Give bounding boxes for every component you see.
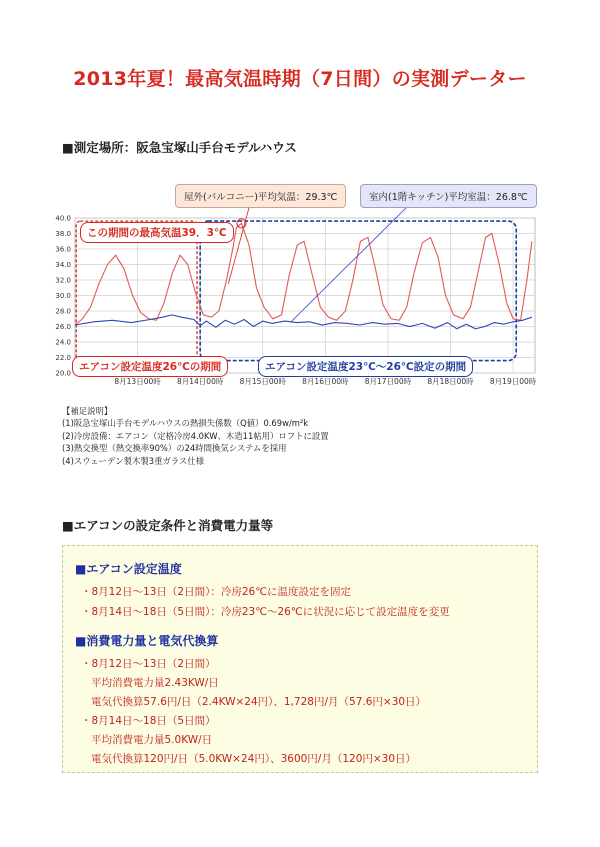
location-heading: ■測定場所：阪急宝塚山手台モデルハウス [62, 140, 297, 155]
x-tick-label: 8月16日00時 [302, 377, 349, 386]
note-item: (4)スウェーデン製木製3重ガラス仕様 [62, 455, 205, 466]
note-item: (3)熱交換型（熱交換率90%）の24時間換気システムを採用 [62, 443, 287, 454]
x-tick-label: 8月19日00時 [489, 377, 537, 386]
period2-label: エアコン設定温度23℃～26℃設定の期間 [258, 356, 473, 377]
y-tick-label: 34.0 [55, 261, 71, 269]
note-item: (2)冷房設備：エアコン（定格冷房4.0KW、木造11帖用）ロフトに設置 [62, 430, 329, 441]
ac-setting-heading: ■エアコン設定温度 [75, 562, 182, 576]
y-tick-label: 38.0 [55, 230, 71, 238]
y-tick-label: 20.0 [55, 369, 71, 378]
outdoor-average-callout: 屋外(バルコニー)平均気温：29.3℃ [175, 184, 346, 208]
y-tick-label: 30.0 [55, 292, 71, 300]
x-tick-label: 8月15日00時 [239, 377, 286, 386]
y-tick-label: 22.0 [55, 354, 71, 362]
power-line: 電気代換算57.6円/日（2.4KW×24円）、1,728円/月（57.6円×30日） [91, 696, 427, 708]
y-tick-label: 28.0 [55, 307, 71, 316]
x-tick-label: 8月14日00時 [176, 377, 224, 386]
power-line: ・8月12日～13日（2日間） [81, 658, 216, 670]
setting-line: ・8月12日～13日（2日間）：冷房26℃に温度設定を固定 [81, 586, 351, 598]
power-line: 平均消費電力量5.0KW/日 [91, 734, 213, 746]
power-line: 電気代換算120円/日（5.0KW×24円）、3600円/月（120円×30日） [91, 753, 417, 765]
y-tick-label: 36.0 [55, 245, 71, 254]
y-tick-label: 26.0 [55, 323, 71, 331]
power-heading: ■消費電力量と電気代換算 [75, 634, 219, 648]
page-title: 2013年夏！最高気温時期（7日間）の実測データー [73, 68, 527, 90]
x-tick-label: 8月13日00時 [114, 377, 161, 386]
period1-label: エアコン設定温度26℃の期間 [72, 356, 228, 377]
indoor-average-callout: 室内(1階キッチン)平均室温：26.8℃ [360, 184, 537, 208]
supplementary-notes [62, 405, 329, 467]
y-tick-label: 32.0 [55, 276, 71, 285]
y-tick-label: 40.0 [55, 214, 71, 223]
x-tick-label: 8月17日00時 [364, 377, 412, 386]
setting-line: ・8月14日～18日（5日間）：冷房23℃～26℃に状況に応じて設定温度を変更 [81, 606, 450, 618]
max-temp-label: この期間の最高気温39．3℃ [80, 222, 234, 243]
ac-conditions-heading: ■エアコンの設定条件と消費電力量等 [62, 518, 274, 533]
power-line: 平均消費電力量2.43KW/日 [91, 677, 219, 689]
y-tick-label: 24.0 [55, 338, 71, 347]
ac-info-box [62, 545, 538, 773]
power-line: ・8月14日～18日（5日間） [81, 715, 216, 727]
notes-title: 【補足説明】 [62, 406, 113, 416]
note-item: (1)阪急宝塚山手台モデルハウスの熱損失係数（Q値）0.69w/m²k [62, 418, 309, 429]
x-tick-label: 8月18日00時 [427, 377, 474, 386]
temperature-chart [40, 180, 560, 395]
